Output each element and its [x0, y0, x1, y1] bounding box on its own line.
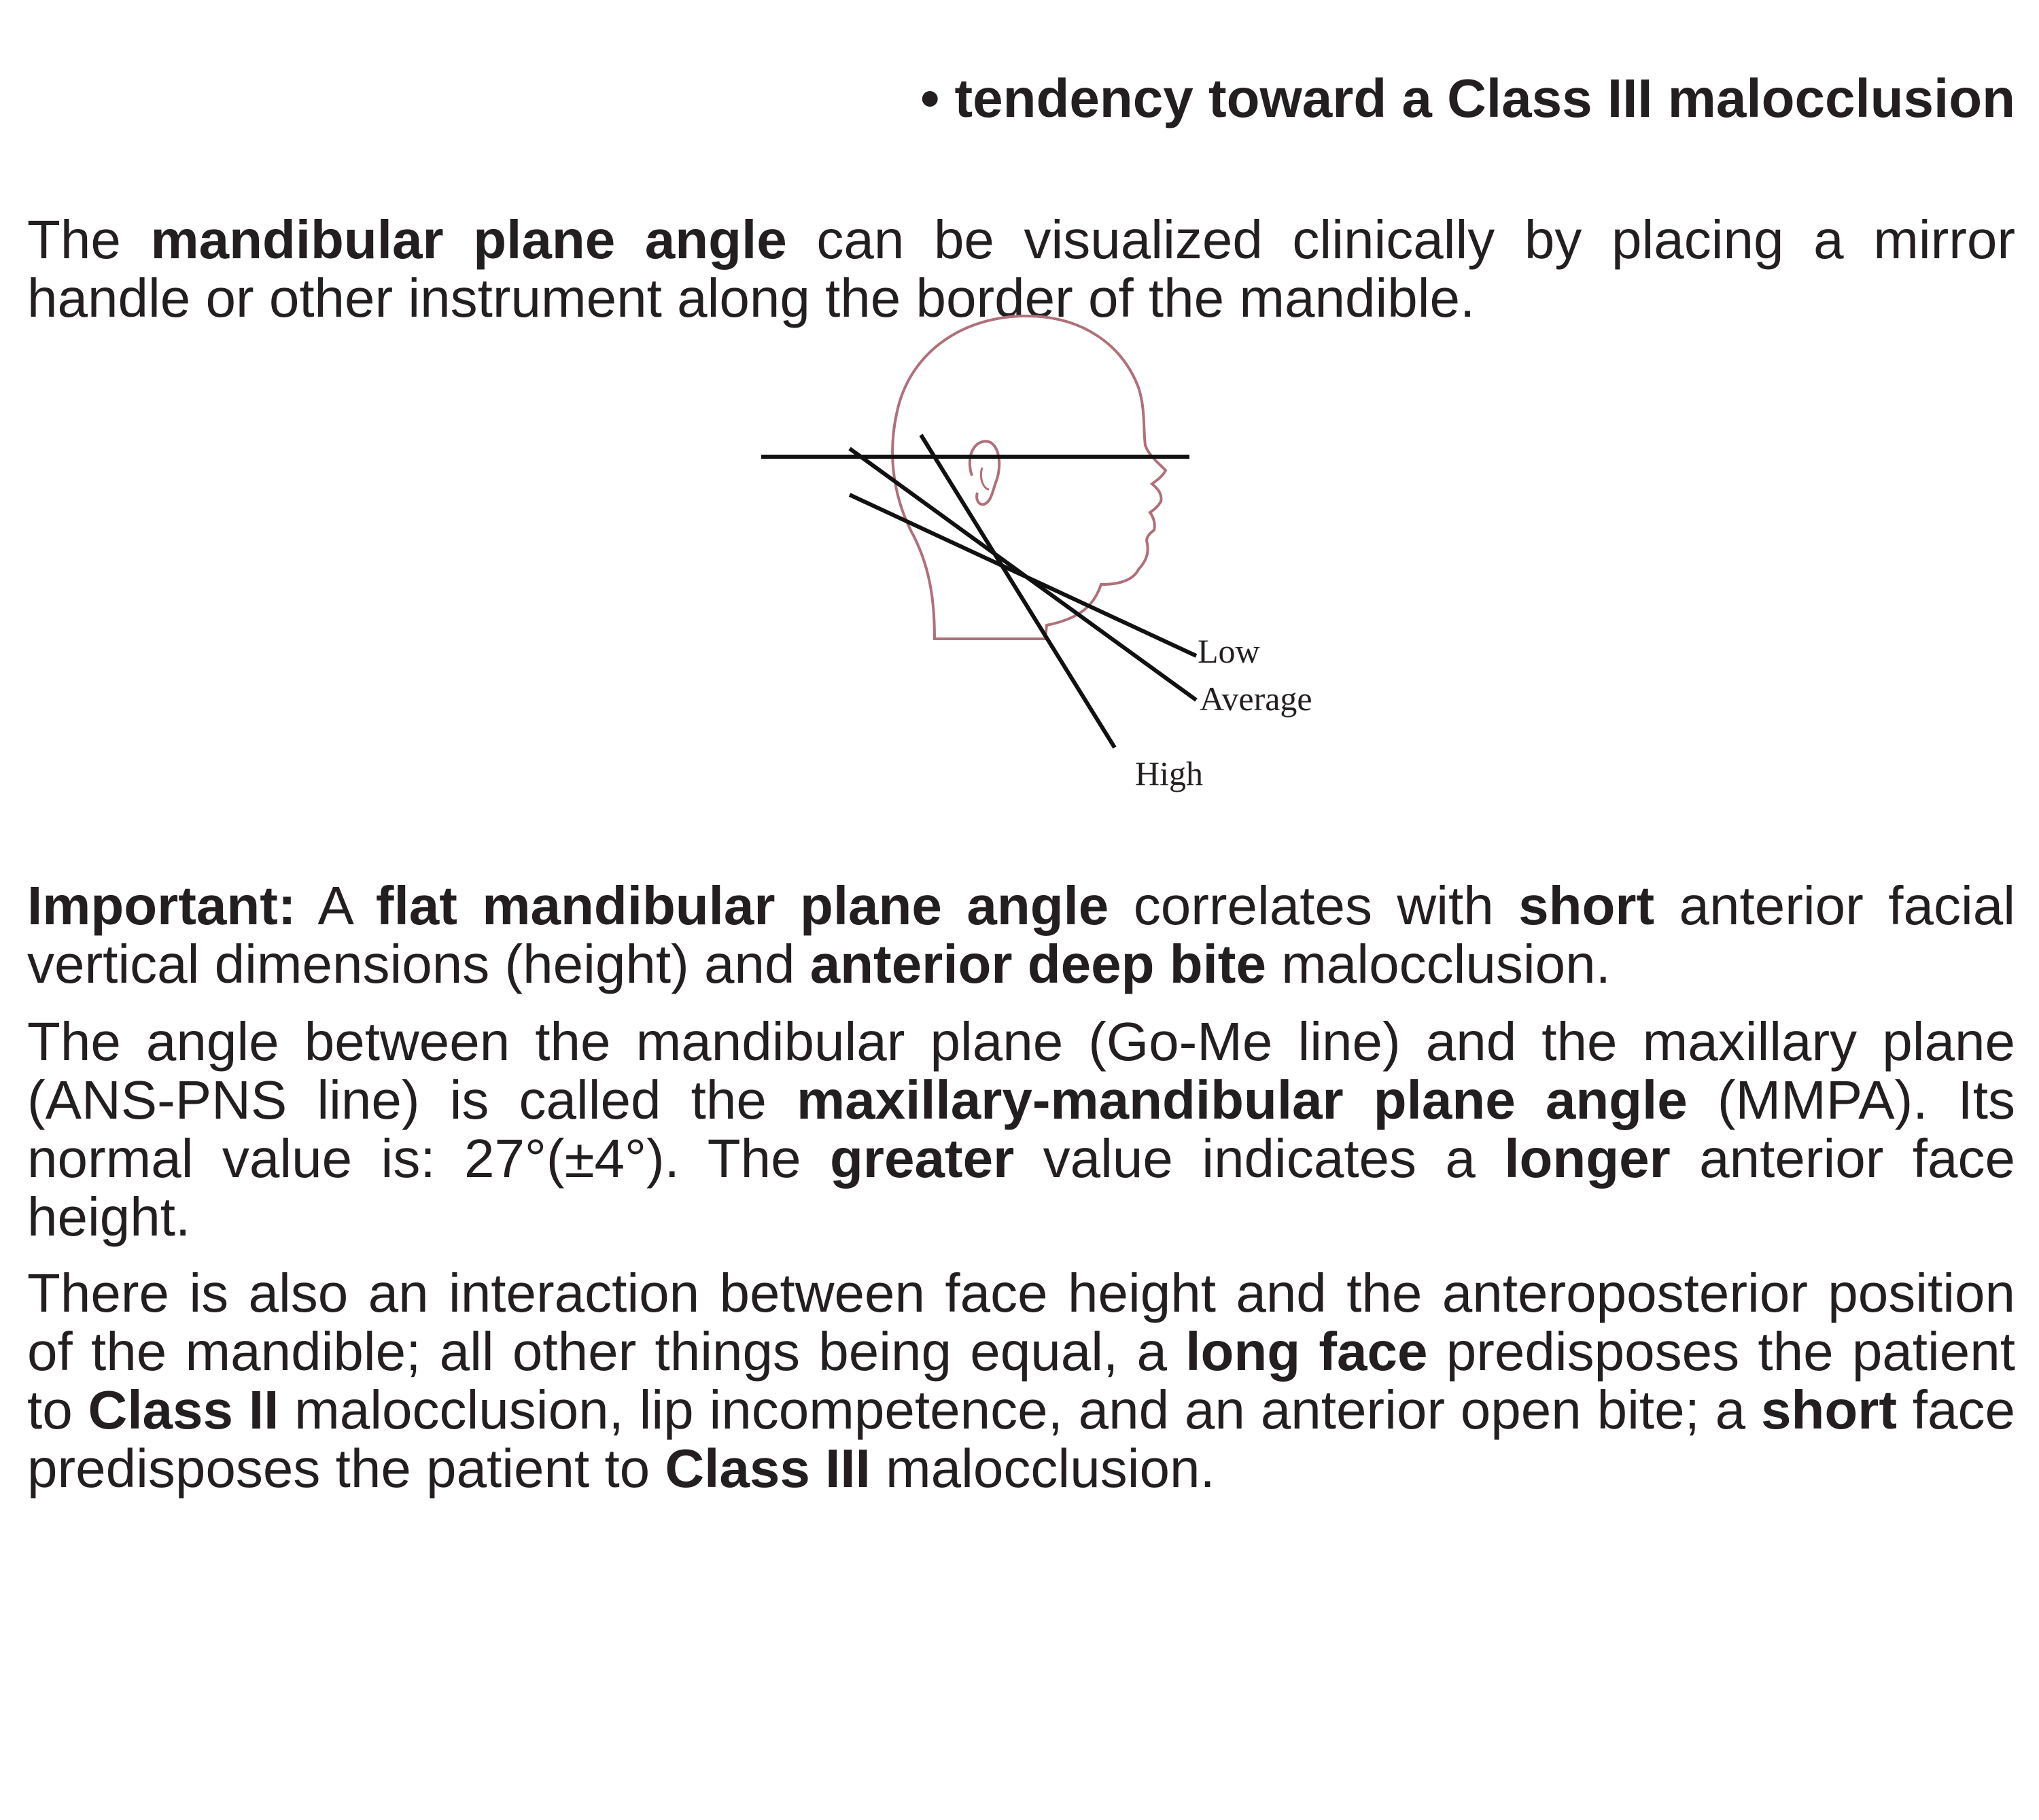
text-run: The angle between the mandibular plane (Go-Me line) and the maxillary plane (ANS-PNS line) is called the	[27, 1011, 2015, 1130]
bold-term: Class III	[665, 1438, 871, 1499]
paragraph-face-height	[27, 1264, 2015, 1498]
bold-term: greater	[830, 1128, 1015, 1189]
label-high: High	[1135, 754, 1203, 792]
bold-term: flat mandibular plane angle	[375, 875, 1109, 936]
text-run: malocclusion, lip incompetence, and an anterior open bite; a	[279, 1380, 1761, 1440]
text-run: The	[27, 209, 151, 270]
bold-term: longer	[1504, 1128, 1671, 1189]
bullet-symbol: •	[920, 68, 940, 128]
label-low: Low	[1198, 632, 1260, 670]
text-run: There is also an interaction between face height and the anteroposterior position of the mandible; all other things being equal, a	[27, 1263, 2015, 1382]
bold-term: long face	[1185, 1321, 1428, 1382]
head-profile-diagram	[761, 285, 1359, 802]
text-run: can be visualized clinically by placing a mirror handle or other instrument along the border of the mandible.	[27, 209, 2016, 328]
text-run: malocclusion.	[1266, 934, 1611, 994]
label-average: Average	[1200, 680, 1312, 718]
paragraph-mmpa	[27, 1013, 2015, 1246]
bold-term: short	[1760, 1380, 1897, 1440]
head-outline	[892, 316, 1166, 639]
bold-term: mandibular plane angle	[150, 209, 787, 270]
text-run: face predisposes the patient to	[27, 1380, 2016, 1499]
mandibular-plane-figure	[761, 285, 1359, 802]
ear-inner	[981, 468, 989, 489]
text-run: A	[296, 875, 376, 936]
bold-term: Class II	[88, 1380, 279, 1440]
text-run: malocclusion.	[870, 1438, 1215, 1499]
average-plane-line	[850, 449, 1196, 700]
bullet-text: tendency toward a Class III malocclusion	[954, 68, 2015, 128]
text-run: anterior facial vertical dimensions (height) and	[27, 875, 2016, 994]
paragraph-important	[27, 877, 2015, 994]
text-run: (MMPA). Its normal value is: 27°(±4°). The	[27, 1070, 2016, 1189]
text-run: predisposes the patient to	[27, 1321, 2016, 1440]
bold-term: Important:	[27, 875, 296, 936]
text-run: value indicates a	[1014, 1128, 1505, 1189]
text-run: anterior face height.	[27, 1128, 2016, 1247]
high-plane-line	[921, 435, 1115, 748]
bold-term: short	[1518, 875, 1655, 936]
ear	[970, 441, 999, 504]
text-run: correlates with	[1109, 875, 1519, 936]
bold-term: maxillary-mandibular plane angle	[796, 1070, 1688, 1130]
bold-term: anterior deep bite	[809, 934, 1266, 994]
bullet-item	[920, 68, 2015, 128]
